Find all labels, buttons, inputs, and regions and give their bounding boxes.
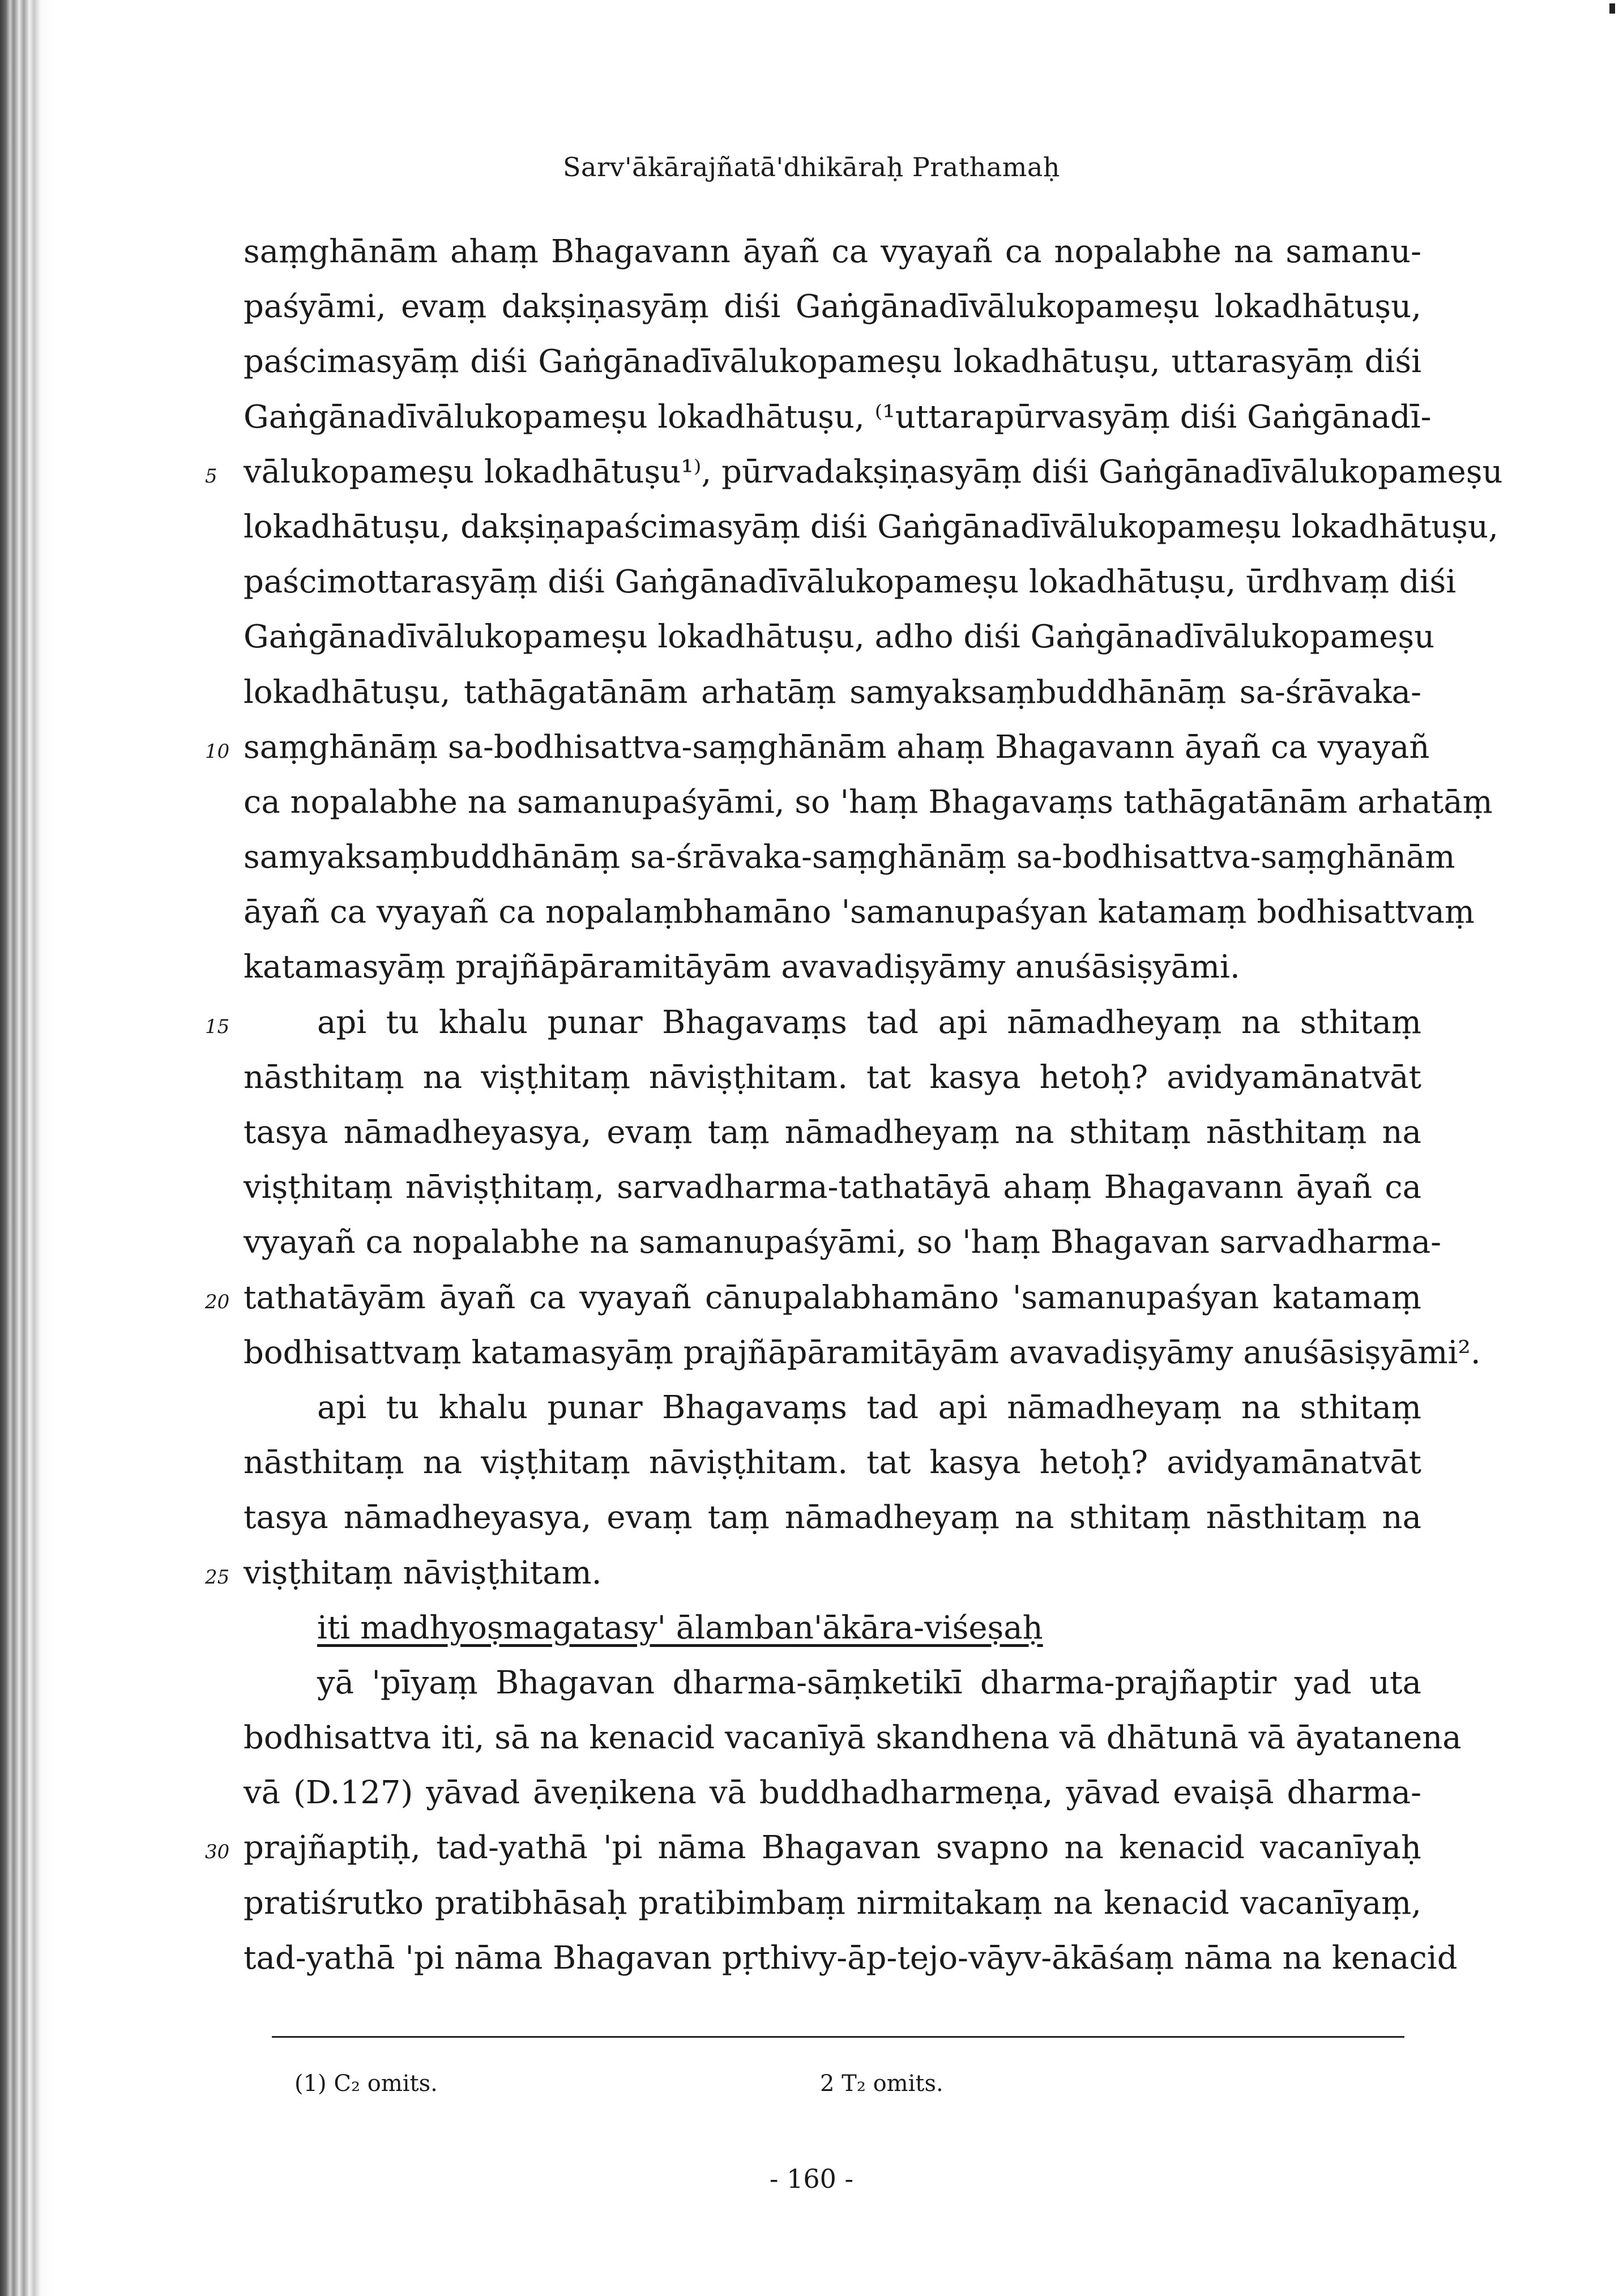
scan-corner-mark <box>1609 3 1615 14</box>
text-line <box>244 1325 1481 1380</box>
line-text: vā (D.127) yāvad āveṇikena vā buddhadharmeṇa, yāvad evaiṣā dharma- <box>244 1774 1421 1812</box>
text-line <box>244 940 1421 995</box>
text-line <box>244 1050 1421 1105</box>
text-line <box>244 1105 1421 1160</box>
line-text: saṃghānām ahaṃ Bhagavann āyañ ca vyayañ ca nopalabhe na samanu- <box>244 233 1421 270</box>
line-text: paścimottarasyāṃ diśi Gaṅgānadīvālukopameṣu lokadhātuṣu, ūrdhvaṃ diśi <box>244 564 1457 601</box>
line-text: tathatāyām āyañ ca vyayañ cānupalabhamāno 'samanupaśyan katamaṃ <box>244 1279 1421 1316</box>
line-number: 25 <box>205 1565 230 1589</box>
line-text: yā 'pīyaṃ Bhagavan dharma-sāṃketikī dharma-prajñaptir yad uta <box>317 1664 1421 1701</box>
text-line <box>244 1215 1442 1270</box>
line-text: samyaksaṃbuddhānāṃ sa-śrāvaka-saṃghānāṃ sa-bodhisattva-saṃghānām <box>244 839 1455 876</box>
text-line <box>244 665 1421 720</box>
line-number: 10 <box>205 740 230 763</box>
line-number: 30 <box>205 1841 230 1864</box>
line-text: āyañ ca vyayañ ca nopalaṃbhamāno 'samanupaśyan katamaṃ bodhisattvaṃ <box>244 894 1475 931</box>
text-line <box>244 500 1498 554</box>
scan-binding-edge <box>0 0 54 2296</box>
line-text: api tu khalu punar Bhagavaṃs tad api nāmadheyaṃ na sthitaṃ <box>317 1389 1421 1426</box>
line-number: 5 <box>205 464 217 488</box>
footnote-1: (1) C₂ omits. <box>294 2071 438 2097</box>
text-line <box>244 1710 1462 1765</box>
line-text: Gaṅgānadīvālukopameṣu lokadhātuṣu, ⁽¹uttarapūrvasyāṃ diśi Gaṅgānadī- <box>244 398 1432 436</box>
text-line <box>205 995 1421 1050</box>
text-line <box>244 224 1421 279</box>
running-header: Sarv'ākārajñatā'dhikāraḥ Prathamaḥ <box>563 152 1060 182</box>
line-text: paśyāmi, evaṃ dakṣiṇasyāṃ diśi Gaṅgānadīvālukopameṣu lokadhātuṣu, <box>244 288 1421 326</box>
text-line <box>244 1490 1421 1545</box>
text-line <box>244 885 1475 940</box>
line-text: viṣṭhitaṃ nāviṣṭhitaṃ, sarvadharma-tathatāyā ahaṃ Bhagavann āyañ ca <box>244 1169 1421 1206</box>
section-heading <box>244 1601 1421 1655</box>
line-text: bodhisattvaṃ katamasyāṃ prajñāpāramitāyām avavadiṣyāmy anuśāsiṣyāmi². <box>244 1334 1481 1371</box>
line-text: Gaṅgānadīvālukopameṣu lokadhātuṣu, adho diśi Gaṅgānadīvālukopameṣu <box>244 618 1435 656</box>
text-line <box>205 1546 1421 1601</box>
text-line <box>244 830 1455 885</box>
text-line <box>244 1931 1458 1986</box>
section-heading-text: iti madhyoṣmagatasy' ālamban'ākāra-viśeṣaḥ <box>317 1609 1043 1646</box>
line-text: lokadhātuṣu, dakṣiṇapaścimasyāṃ diśi Gaṅgānadīvālukopameṣu lokadhātuṣu, <box>244 508 1498 545</box>
line-text: tasya nāmadheyasya, evaṃ taṃ nāmadheyaṃ na sthitaṃ nāsthitaṃ na <box>244 1114 1421 1151</box>
line-text: nāsthitaṃ na viṣṭhitaṃ nāviṣṭhitam. tat kasya hetoḥ? avidyamānatvāt <box>244 1059 1421 1096</box>
text-line <box>244 390 1432 445</box>
line-text: bodhisattva iti, sā na kenacid vacanīyā skandhena vā dhātunā vā āyatanena <box>244 1719 1462 1757</box>
line-text: pratiśrutko pratibhāsaḥ pratibimbaṃ nirmitakaṃ na kenacid vacanīyaṃ, <box>244 1884 1421 1922</box>
line-text: saṃghānāṃ sa-bodhisattva-saṃghānām ahaṃ Bhagavann āyañ ca vyayañ <box>244 728 1430 766</box>
line-text: nāsthitaṃ na viṣṭhitaṃ nāviṣṭhitam. tat kasya hetoḥ? avidyamānatvāt <box>244 1444 1421 1482</box>
line-text: ca nopalabhe na samanupaśyāmi, so 'haṃ Bhagavaṃs tathāgatānām arhatāṃ <box>244 783 1493 821</box>
text-line <box>244 1160 1421 1215</box>
line-text: tasya nāmadheyasya, evaṃ taṃ nāmadheyaṃ na sthitaṃ nāsthitaṃ na <box>244 1499 1421 1537</box>
text-line <box>244 1876 1421 1931</box>
line-text: viṣṭhitaṃ nāviṣṭhitam. <box>244 1554 602 1591</box>
line-text: api tu khalu punar Bhagavaṃs tad api nāmadheyaṃ na sthitaṃ <box>317 1004 1421 1041</box>
text-line <box>244 334 1421 389</box>
line-number: 15 <box>205 1015 230 1038</box>
text-line <box>244 279 1421 334</box>
text-line <box>205 1270 1421 1325</box>
text-line <box>244 1435 1421 1490</box>
text-line <box>244 609 1435 664</box>
page-number: - 160 - <box>769 2163 854 2194</box>
text-line <box>244 554 1457 609</box>
footnote-2: 2 T₂ omits. <box>820 2071 943 2097</box>
footnote-divider <box>272 2036 1404 2038</box>
line-text: tad-yathā 'pi nāma Bhagavan pṛthivy-āp-tejo-vāyv-ākāśaṃ nāma na kenacid <box>244 1939 1458 1977</box>
text-line <box>244 1380 1421 1435</box>
text-line <box>244 1655 1421 1710</box>
line-text: paścimasyāṃ diśi Gaṅgānadīvālukopameṣu lokadhātuṣu, uttarasyāṃ diśi <box>244 343 1421 381</box>
line-text: vālukopameṣu lokadhātuṣu¹⁾, pūrvadakṣiṇasyāṃ diśi Gaṅgānadīvālukopameṣu <box>244 453 1503 490</box>
main-text <box>205 224 1503 1986</box>
line-text: vyayañ ca nopalabhe na samanupaśyāmi, so 'haṃ Bhagavan sarvadharma- <box>244 1224 1442 1261</box>
text-line <box>205 445 1503 500</box>
line-text: prajñaptiḥ, tad-yathā 'pi nāma Bhagavan svapno na kenacid vacanīyaḥ <box>244 1829 1421 1867</box>
line-text: lokadhātuṣu, tathāgatānām arhatāṃ samyaksaṃbuddhānāṃ sa-śrāvaka- <box>244 673 1421 711</box>
text-line <box>205 720 1430 775</box>
text-line <box>244 1765 1421 1820</box>
line-number: 20 <box>205 1290 230 1313</box>
line-text: katamasyāṃ prajñāpāramitāyām avavadiṣyāmy anuśāsiṣyāmi. <box>244 949 1240 986</box>
text-line <box>244 775 1493 830</box>
text-line <box>205 1820 1421 1875</box>
